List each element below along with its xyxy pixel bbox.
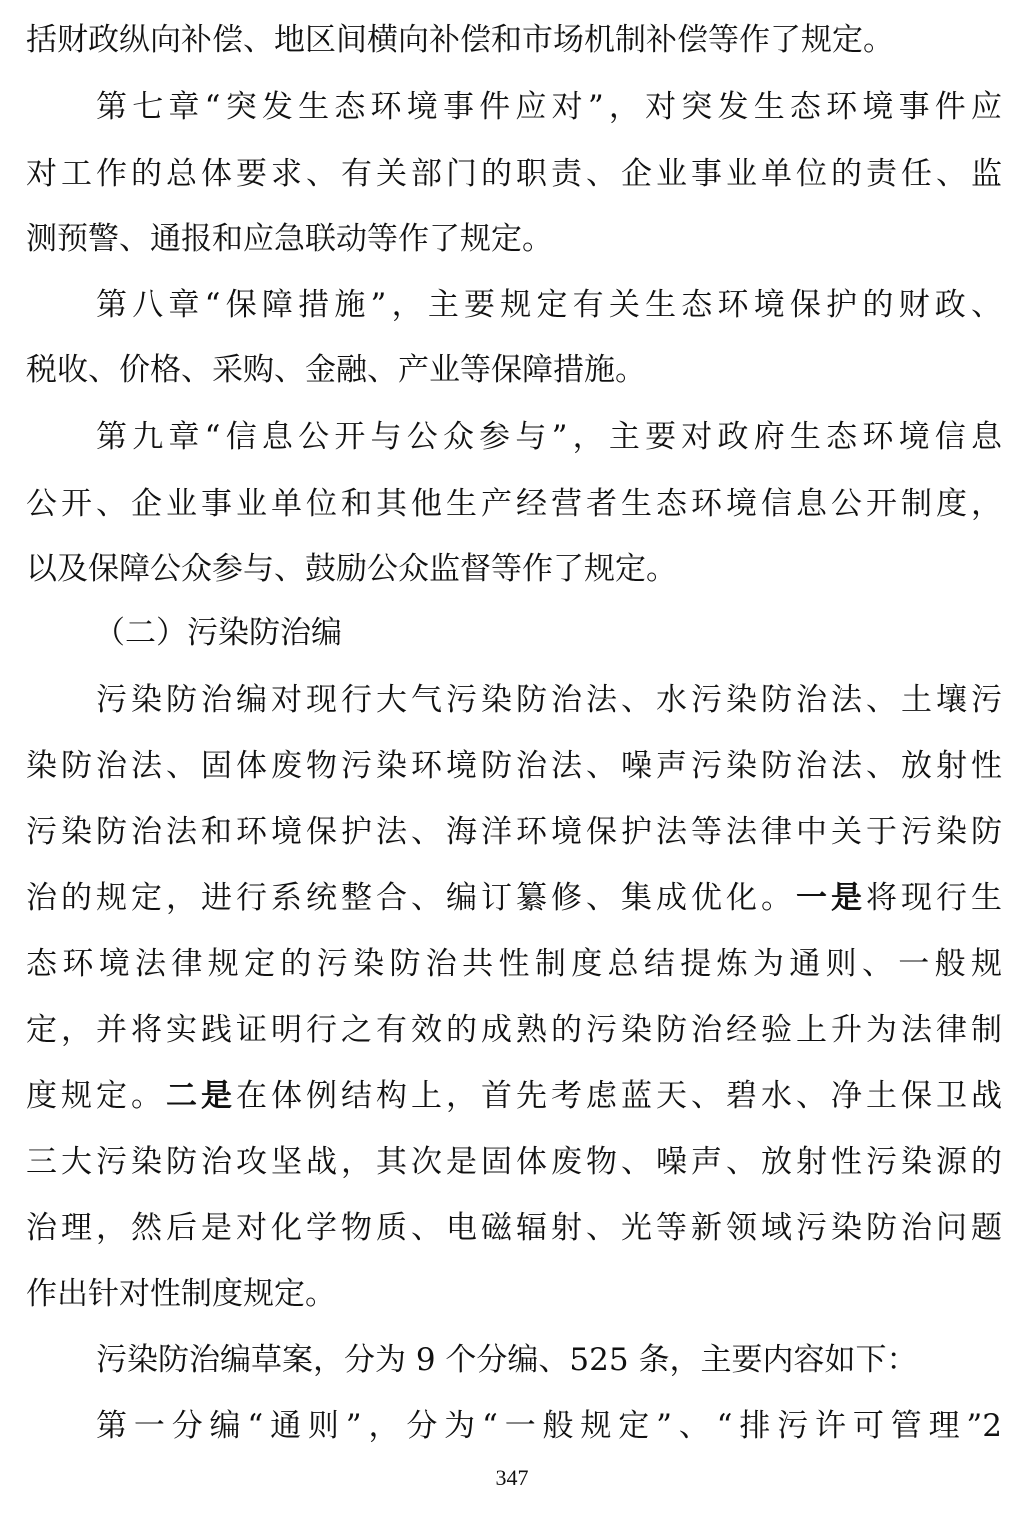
text-line: 定，并将实践证明行之有效的成熟的污染防治经验上升为法律制 [26,1012,1002,1048]
text-line: 污染防治法和环境保护法、海洋环境保护法等法律中关于污染防 [26,814,1002,850]
page-number: 347 [495,1465,529,1490]
text-line: 对工作的总体要求、有关部门的职责、企业事业单位的责任、监 [26,156,1002,192]
text-line: 态环境法律规定的污染防治共性制度总结提炼为通则、一般规 [26,946,1002,982]
text-line [26,1076,1002,1116]
text-line: 三大污染防治攻坚战，其次是固体废物、噪声、放射性污染源的 [26,1144,1002,1180]
text-span: 治的规定，进行系统整合、编订纂修、集成优化。 [26,880,796,916]
text-line [26,878,1002,918]
text-line: 以及保障公众参与、鼓励公众监督等作了规定。 [26,551,677,587]
text-line: 染防治法、固体废物污染环境防治法、噪声污染防治法、放射性 [26,748,1002,784]
text-line: 污染防治编草案，分为 9 个分编、525 条，主要内容如下： [96,1342,918,1378]
text-line: 括财政纵向补偿、地区间横向补偿和市场机制补偿等作了规定。 [26,22,894,58]
text-line: 第九章“信息公开与公众参与”，主要对政府生态环境信息 [96,419,1002,455]
text-line: 第八章“保障措施”，主要规定有关生态环境保护的财政、 [96,287,1002,323]
text-line: 污染防治编对现行大气污染防治法、水污染防治法、土壤污 [96,682,1002,718]
emphasis-first: 一是 [796,880,866,916]
text-line: 作出针对性制度规定。 [26,1276,336,1312]
text-span: 在体例结构上，首先考虑蓝天、碧水、净土保卫战 [236,1078,1002,1114]
text-line: 第一分编“通则”，分为“一般规定”、“排污许可管理”2 [96,1408,1002,1444]
section-heading: （二）污染防治编 [94,615,342,651]
text-line: 第七章“突发生态环境事件应对”，对突发生态环境事件应 [96,89,1002,125]
text-line: 测预警、通报和应急联动等作了规定。 [26,221,553,257]
text-line: 公开、企业事业单位和其他生产经营者生态环境信息公开制度， [26,486,1002,522]
text-span: 将现行生 [866,880,1002,916]
text-line: 税收、价格、采购、金融、产业等保障措施。 [26,352,646,388]
text-span: 度规定。 [26,1078,166,1114]
emphasis-second: 二是 [166,1078,236,1114]
text-line: 治理，然后是对化学物质、电磁辐射、光等新领域污染防治问题 [26,1210,1002,1246]
